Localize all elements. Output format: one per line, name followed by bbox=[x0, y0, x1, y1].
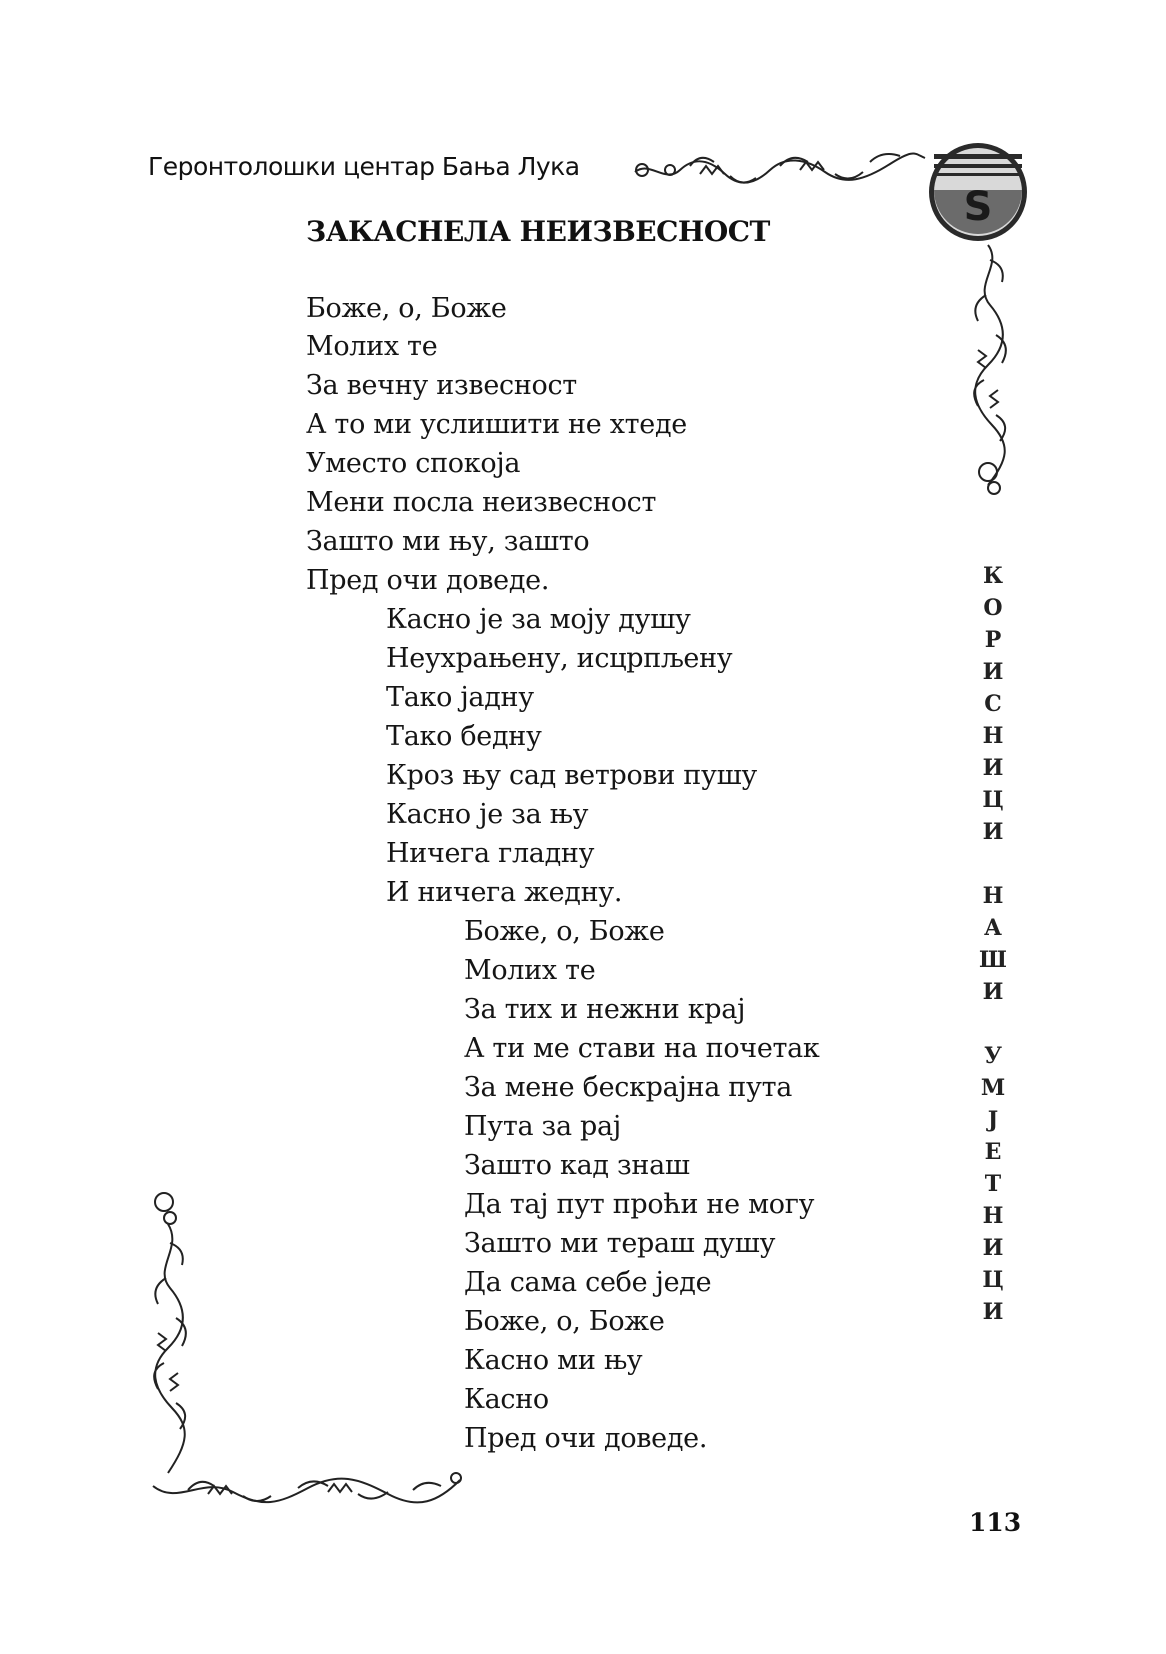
poem-line: Молих те bbox=[306, 331, 438, 362]
side-letter: Е bbox=[984, 1139, 1002, 1165]
top-vine-ornament-icon bbox=[630, 140, 930, 200]
poem-title: ЗАКАСНЕЛА НЕИЗВЕСНОСТ bbox=[306, 215, 770, 248]
poem-line: Касно ми њу bbox=[464, 1345, 643, 1376]
side-word bbox=[981, 1040, 1005, 1328]
side-letter: И bbox=[982, 1235, 1004, 1261]
side-letter: Н bbox=[982, 723, 1004, 749]
side-letter: И bbox=[982, 979, 1004, 1005]
poem-line: Мени посла неизвесност bbox=[306, 487, 657, 518]
poem-line: За вечну извесност bbox=[306, 370, 577, 401]
side-letter: Ц bbox=[982, 1267, 1004, 1293]
side-letter: Ј bbox=[987, 1107, 999, 1133]
side-letter: Ц bbox=[982, 787, 1004, 813]
side-letter: Н bbox=[982, 1203, 1004, 1229]
poem-line: Да сама себе једе bbox=[464, 1267, 712, 1298]
side-letter: С bbox=[984, 691, 1002, 717]
poem-line: Пред очи доведе. bbox=[306, 565, 550, 596]
side-letter: К bbox=[982, 563, 1003, 589]
poem-line: Зашто кад знаш bbox=[464, 1150, 690, 1181]
side-letter: Р bbox=[984, 627, 1002, 653]
poem-line: Да тај пут проћи не могу bbox=[464, 1189, 815, 1220]
poem-line: Молих те bbox=[464, 955, 596, 986]
side-letter: Ш bbox=[979, 947, 1007, 973]
poem-line: Зашто ми њу, зашто bbox=[306, 526, 590, 557]
vertical-side-text bbox=[978, 560, 1008, 1328]
poem-line: Касно bbox=[464, 1384, 549, 1415]
poem-line: А ти ме стави на почетак bbox=[464, 1033, 820, 1064]
side-word bbox=[982, 560, 1003, 848]
bottom-vine-ornament-icon bbox=[148, 1466, 468, 1516]
poem-line: Кроз њу сад ветрови пушу bbox=[386, 760, 757, 791]
side-letter: Т bbox=[984, 1171, 1002, 1197]
poem-line: Ничега гладну bbox=[386, 838, 595, 869]
side-letter: А bbox=[984, 915, 1002, 941]
poem-line: Боже, о, Боже bbox=[464, 1306, 665, 1337]
left-vine-ornament-icon bbox=[138, 1188, 208, 1478]
poem-line: Уместо спокоја bbox=[306, 448, 521, 479]
page-number: 113 bbox=[969, 1508, 1022, 1537]
side-letter: И bbox=[982, 819, 1004, 845]
publisher-logo-icon bbox=[926, 140, 1030, 244]
poem-line: Тако бедну bbox=[386, 721, 542, 752]
poem-line: Касно је за њу bbox=[386, 799, 589, 830]
poem-line: Боже, о, Боже bbox=[464, 916, 665, 947]
poem-line: Неухрањену, исцрпљену bbox=[386, 643, 733, 674]
side-word bbox=[979, 880, 1007, 1008]
poem-line: А то ми услишити не хтеде bbox=[306, 409, 687, 440]
poem-line: Боже, о, Боже bbox=[306, 293, 507, 324]
side-letter: И bbox=[982, 755, 1004, 781]
poem-line: За тих и нежни крај bbox=[464, 994, 746, 1025]
poem-line: Касно је за моју душу bbox=[386, 604, 691, 635]
poem-line: И ничега жедну. bbox=[386, 877, 623, 908]
side-letter: О bbox=[983, 595, 1003, 621]
right-vine-ornament-icon bbox=[958, 240, 1028, 500]
side-letter: Н bbox=[982, 883, 1004, 909]
side-letter: У bbox=[984, 1043, 1002, 1069]
side-letter: М bbox=[980, 1075, 1006, 1101]
running-header: Геронтолошки центар Бања Лука bbox=[148, 152, 580, 181]
side-letter: И bbox=[982, 659, 1004, 685]
poem-line: Зашто ми тераш душу bbox=[464, 1228, 776, 1259]
poem-line: Пред очи доведе. bbox=[464, 1423, 708, 1454]
side-letter: И bbox=[982, 1299, 1004, 1325]
svg-text:S: S bbox=[963, 184, 993, 230]
poem-line: Тако јадну bbox=[386, 682, 534, 713]
poem-line: Пута за рај bbox=[464, 1111, 621, 1142]
poem-line: За мене бескрајна пута bbox=[464, 1072, 793, 1103]
